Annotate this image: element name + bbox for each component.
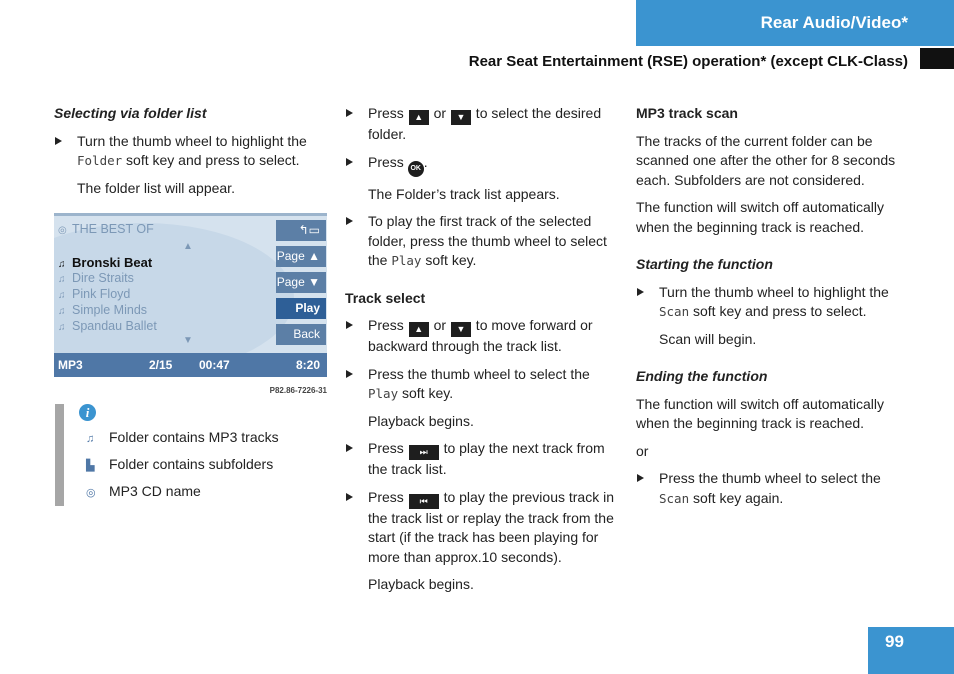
softkey-play[interactable]: Play — [276, 298, 326, 319]
step-highlight-scan: Turn the thumb wheel to highlight the Scan soft key and press to select. — [636, 283, 910, 322]
status-mode: MP3 — [58, 358, 83, 372]
result-text: The folder list will appear. — [77, 179, 235, 196]
column-1 — [54, 104, 326, 206]
step-move-track: Press ▲ or ▼ to move forward or backward through the track list. — [345, 316, 620, 357]
bullet-arrow-icon — [346, 444, 353, 452]
step-next-track: Press ⏭ to play the next track from the track list. — [345, 439, 620, 480]
folder-mp3-icon: ♫ — [58, 290, 66, 301]
paragraph: The function will switch off automatically when the beginning track is reached. — [636, 199, 884, 235]
previous-track-key-icon: ⏮ — [409, 494, 439, 509]
softkey-back[interactable]: Back — [276, 324, 326, 345]
info-icon: i — [79, 404, 96, 421]
folder-mp3-icon: ♫ — [58, 306, 66, 317]
screen-up-icon: ▲ — [183, 241, 193, 252]
softkey-label: Folder — [77, 153, 123, 168]
up-key-icon: ▲ — [409, 322, 429, 337]
softkey-label: Play — [368, 386, 399, 401]
section-tab — [636, 0, 954, 46]
down-key-icon: ▼ — [451, 322, 471, 337]
screen-folder-row: ◎ THE BEST OF — [58, 220, 154, 241]
header-marker — [920, 48, 954, 69]
screen-item: ♫ Bronski Beat — [58, 253, 152, 275]
bullet-arrow-icon — [346, 493, 353, 501]
figure-caption: P82.86-7226-31 — [269, 386, 327, 395]
subfolder-icon: ▙ — [86, 460, 95, 472]
up-key-icon: ▲ — [409, 110, 429, 125]
column-3 — [636, 104, 910, 516]
info-item: ▙ Folder contains subfolders — [86, 455, 273, 477]
result-text: Scan will begin. — [659, 330, 757, 347]
step-stop-scan: Press the thumb wheel to select the Scan soft key again. — [636, 469, 910, 508]
down-key-icon: ▼ — [451, 110, 471, 125]
next-track-key-icon: ⏭ — [409, 445, 439, 460]
bullet-arrow-icon — [637, 288, 644, 296]
bullet-arrow-icon — [55, 137, 62, 145]
status-track: 2/15 — [149, 358, 173, 372]
heading-mp3-scan: MP3 track scan — [636, 105, 738, 121]
screen-item: ♫ Simple Minds — [58, 301, 147, 322]
cd-icon: ◎ — [58, 225, 67, 236]
folder-back-icon: ↰▭ — [298, 223, 320, 237]
info-item: ♫ Folder contains MP3 tracks — [86, 428, 279, 450]
paragraph: The function will switch off automatically when the beginning track is reached. — [636, 395, 884, 431]
column-2 — [345, 104, 620, 603]
step-play-first: To play the first track of the selected folder, press the thumb wheel to select the Play soft key. — [345, 212, 620, 271]
step-select-folder: Press ▲ or ▼ to select the desired folder. — [345, 104, 620, 145]
folder-mp3-icon: ♫ — [58, 322, 66, 333]
result-text: Playback begins. — [368, 576, 474, 592]
screen-item: ♫ Spandau Ballet — [58, 317, 157, 338]
step-folder-highlight: Turn the thumb wheel to highlight the Folder soft key and press to select. — [54, 132, 326, 171]
softkey-label: Play — [391, 253, 422, 268]
step-press-ok: Press OK . — [345, 153, 620, 177]
info-item: ◎ MP3 CD name — [86, 482, 201, 504]
screen-down-icon: ▼ — [183, 335, 193, 346]
bullet-arrow-icon — [346, 370, 353, 378]
cd-icon: ◎ — [86, 487, 96, 499]
step-select-play: Press the thumb wheel to select the Play soft key. — [345, 365, 620, 404]
folder-mp3-icon: ♫ — [58, 259, 66, 270]
page-subtitle: Rear Seat Entertainment (RSE) operation* (except CLK-Class) — [468, 53, 908, 70]
folder-mp3-icon: ♫ — [58, 274, 66, 285]
heading-end: Ending the function — [636, 368, 768, 384]
bullet-arrow-icon — [346, 109, 353, 117]
status-clock: 8:20 — [296, 358, 321, 372]
info-bar — [55, 404, 64, 506]
folder-mp3-icon: ♫ — [86, 433, 95, 445]
page-number: 99 — [868, 627, 954, 674]
paragraph: The tracks of the current folder can be scanned one after the other for 8 seconds each. Subfolders are not considered. — [636, 132, 896, 188]
step-previous-track: Press ⏮ to play the previous track in the track list or replay the track from the start (if the track has been playing for more than approx.10 seconds). — [345, 488, 620, 568]
result-text: The Folder’s track list appears. — [368, 185, 560, 202]
bullet-arrow-icon — [346, 321, 353, 329]
result-text: Playback begins. — [368, 412, 474, 429]
heading-track-select: Track select — [345, 289, 426, 306]
heading-folder-list: Selecting via folder list — [54, 105, 207, 121]
softkey-page-down[interactable]: Page ▼ — [276, 272, 326, 293]
heading-start: Starting the function — [636, 256, 773, 272]
bullet-arrow-icon — [346, 158, 353, 166]
softkey-folder-back[interactable] — [276, 220, 326, 241]
bullet-arrow-icon — [346, 217, 353, 225]
ok-button-icon: OK — [408, 161, 424, 177]
or-text: or — [636, 442, 649, 459]
screen-item: ♫ Pink Floyd — [58, 285, 130, 306]
screen-status-bar — [54, 353, 327, 377]
display-screenshot — [54, 213, 327, 377]
bullet-arrow-icon — [637, 474, 644, 482]
softkey-label: Scan — [659, 304, 690, 319]
section-title: Rear Audio/Video* — [760, 13, 908, 33]
softkey-page-up[interactable]: Page ▲ — [276, 246, 326, 267]
status-elapsed: 00:47 — [199, 358, 230, 372]
softkey-label: Scan — [659, 490, 690, 506]
screen-item: ♫ Dire Straits — [58, 269, 134, 290]
